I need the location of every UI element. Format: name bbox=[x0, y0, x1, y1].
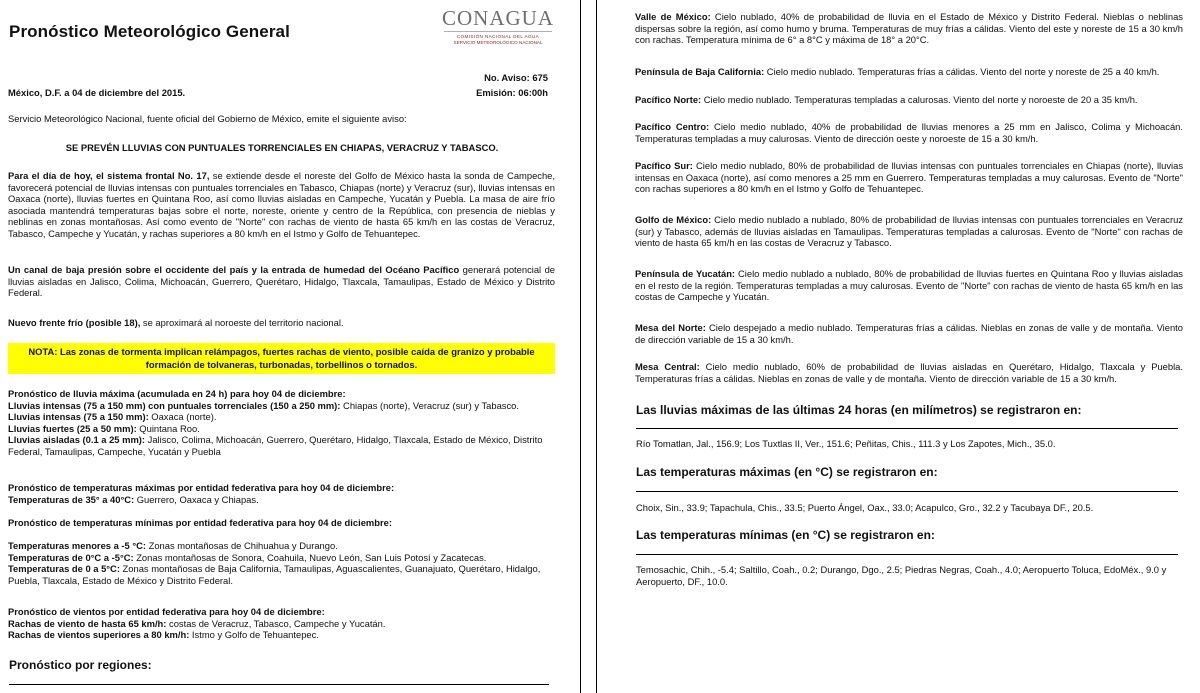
tmax-item bbox=[8, 494, 555, 506]
tmin-forecast-heading-block bbox=[8, 517, 555, 529]
tmax-forecast-heading: Pronóstico de temperaturas máximas por entidad federativa para hoy 04 de diciembre: bbox=[8, 482, 395, 493]
logo-wordmark: CONAGUA bbox=[442, 6, 554, 30]
tmin-item-value: Zonas montañosas de Sonora, Coahuila, Nuevo León, San Luis Potosí y Zacatecas. bbox=[133, 551, 487, 563]
rain-item bbox=[8, 423, 555, 435]
region-text: Cielo medio nublado. Temperaturas templadas a calurosas. Viento del norte y noroeste de 20 a 35 km/h. bbox=[701, 94, 1138, 105]
tmax-records-rule bbox=[636, 491, 1178, 492]
page-gutter bbox=[581, 0, 595, 693]
tmin-item bbox=[8, 552, 555, 564]
region-name: Península de Yucatán: bbox=[635, 268, 736, 279]
tmin-item-label: Temperaturas de 0°C a -5°C: bbox=[8, 551, 134, 563]
conagua-logo bbox=[438, 8, 558, 46]
rain-item-label: Lluvias aisladas (0.1 a 25 mm): bbox=[8, 434, 146, 446]
tmin-item-label: Temperaturas menores a -5 °C: bbox=[8, 540, 146, 551]
region-text: Cielo medio nublado. Temperaturas frías a cálidas. Viento del norte y noreste de 25 a 40 km/h. bbox=[764, 66, 1160, 77]
rain-records-values: Río Tomatlan, Jal., 156.9; Los Tuxtlas II, Ver., 151.6; Peñitas, Chis., 111.3 y Los Zapotes, Mich., 35.0. bbox=[636, 438, 1056, 449]
paragraph-body: se extiende desde el noreste del Golfo de México hasta la sonda de Campeche, favorecerá potencial de lluvias intensas con puntuales torrenciales en Tabasco, Chiapas (norte) y Veracruz (sur), lluvias intensas en Oaxaca (norte), lluvias fuertes en Quintana Roo, así como lluvias aisladas en Campeche, Yucatán y Puebla. La masa de aire frío asociada mantendrá temperaturas bajas sobre el norte, noreste, oriente y centro de la República, con presencia de nieblas y neblinas en zonas montañosas. Así como evento de "Norte" con rachas de viento de hasta 65 km/h en las costas de Veracruz, Tabasco, Campeche y Yucatán, y rachas superiores a 80 km/h en el Istmo y Golfo de Tehuantepec. bbox=[8, 170, 555, 239]
rain-item-value: Oaxaca (norte). bbox=[148, 411, 217, 423]
aviso-number: No. Aviso: 675 bbox=[484, 72, 548, 83]
region-peninsula-yucatan bbox=[635, 268, 1183, 303]
wind-item-label: Rachas de viento de hasta 65 km/h: bbox=[8, 617, 167, 629]
tmin-item-value: Zonas montañosas de Chihuahua y Durango. bbox=[146, 540, 338, 551]
tmin-item bbox=[8, 563, 555, 586]
region-pacifico-sur bbox=[635, 160, 1183, 195]
wind-item bbox=[8, 618, 555, 630]
paragraph-body: generará potencial de lluvias aisladas en Jalisco, Colima, Michoacán, Guerrero, Querétaro, Hidalgo, Tlaxcala, Tamaulipas, Estado de México y Distrito Federal. bbox=[8, 264, 556, 299]
region-text: Cielo nublado, 40% de probabilidad de lluvia en el Estado de México y Distrito Federal. Nieblas o neblinas dispersas sobre la región, así como humo y bruma. Temperaturas de muy frías a cálidas. Viento del este y noreste de 15 a 30 km/h con rachas. Temperatura mínima de 6° a 8°C y máxima de 18° a 20°C. bbox=[635, 11, 1183, 46]
region-text: Cielo medio nublado, 40% de probabilidad de lluvias menores a 25 mm en Jalisco, Colima y Michoacán. Temperaturas templadas a muy calurosas. Viento de dirección oeste y noroeste de 15 a 30 km/h. bbox=[635, 121, 1183, 144]
region-name: Mesa del Norte: bbox=[635, 322, 706, 333]
wind-item-label: Rachas de vientos superiores a 80 km/h: bbox=[8, 629, 190, 641]
region-name: Pacífico Sur: bbox=[635, 160, 693, 171]
region-name: Pacífico Centro: bbox=[635, 121, 710, 132]
tmin-item bbox=[8, 540, 555, 552]
paragraph-lead: Para el día de hoy, el sistema frontal No. 17, bbox=[8, 170, 210, 181]
region-name: Pacífico Norte: bbox=[635, 94, 702, 105]
tmax-item-value: Guerrero, Oaxaca y Chiapas. bbox=[134, 493, 259, 505]
region-baja-california bbox=[635, 66, 1183, 78]
rain-item-value: Jalisco, Colima, Michoacán, Guerrero, Querétaro, Hidalgo, Tlaxcala, Estado de México, Distrito Federal, Tamaulipas, Campeche, Yucatán y Puebla bbox=[8, 434, 543, 457]
rain-forecast-heading: Pronóstico de lluvia máxima (acumulada en 24 h) para hoy 04 de diciembre: bbox=[8, 388, 346, 399]
rain-records-heading: Las lluvias máximas de las últimas 24 horas (en milímetros) se registraron en: bbox=[636, 403, 1082, 417]
logo-divider bbox=[444, 31, 552, 32]
region-text: Cielo despejado a medio nublado. Temperaturas frías a cálidas. Nieblas en zonas de valle y de montaña. Viento de dirección variable de 15 a 30 km/h. bbox=[635, 322, 1184, 345]
place-date: México, D.F. a 04 de diciembre del 2015. bbox=[8, 87, 186, 98]
wind-item-value: costas de Veracruz, Tabasco, Campeche y Yucatán. bbox=[166, 617, 386, 629]
tmax-records-values: Choix, Sin., 33.9; Tapachula, Chis., 33.5; Puerto Ángel, Oax., 33.0; Acapulco, Gro., 32.2 y Tacubaya DF., 20.5. bbox=[636, 502, 1094, 513]
intro-text: Servicio Meteorológico Nacional, fuente oficial del Gobierno de México, emite el siguiente aviso: bbox=[8, 113, 407, 124]
rain-item-value: Quintana Roo. bbox=[136, 422, 200, 434]
rain-item-label: Lluvias fuertes (25 a 50 mm): bbox=[8, 422, 137, 434]
region-text: Cielo medio nublado a nublado, 80% de probabilidad de lluvias fuertes en Quintana Roo y lluvias aisladas en el resto de la región. Temperaturas templadas a muy calurosas. Evento de "Norte" con rachas de viento de hasta 65 km/h en las costas de Campeche y Yucatán. bbox=[635, 268, 1183, 303]
region-text: Cielo medio nublado, 60% de probabilidad de lluvias aisladas en Querétaro, Hidalgo, Tlaxcala y Puebla. Temperaturas frías a cálidas. Nieblas en zonas de valle y de montaña. Viento de dirección variable de 15 a 30 km/h. bbox=[635, 361, 1183, 384]
headline: SE PREVÉN LLUVIAS CON PUNTUALES TORRENCIALES EN CHIAPAS, VERACRUZ Y TABASCO. bbox=[65, 142, 499, 153]
paragraph-new-front bbox=[8, 317, 555, 329]
region-text: Cielo medio nublado a nublado, 80% de probabilidad de lluvias intensas con puntuales torrenciales en Veracruz (sur) y Tabasco, además de lluvias aisladas en Tamaulipas. Temperaturas templadas a calurosas. Evento de "Norte" con rachas de viento de hasta 65 km/h en las costas de Veracruz y Tabasco. bbox=[635, 214, 1184, 249]
region-text: Cielo medio nublado, 80% de probabilidad de lluvias intensas con puntuales torrenciales en Chiapas (norte), lluvias intensas en Oaxaca (norte), así como menores a 25 mm en Guerrero. Temperaturas templadas a muy calurosas. Evento de "Norte" con rachas superiores a 80 km/h en el Istmo y Golfo de Tehuantepec. bbox=[635, 160, 1184, 195]
tmin-item-label: Temperaturas de 0 a 5°C: bbox=[8, 563, 120, 575]
regions-heading-rule bbox=[9, 684, 549, 685]
tmin-item-value: Zonas montañosas de Baja California, Tamaulipas, Aguascalientes, Guanajuato, Querétaro, Hidalgo, Puebla, Tlaxcala, Estado de México y Distrito Federal. bbox=[8, 563, 541, 586]
logo-subtitle: COMISIÓN NACIONAL DEL AGUA bbox=[456, 34, 540, 39]
region-mesa-del-norte bbox=[635, 322, 1183, 345]
paragraph-body: se aproximará al noroeste del territorio nacional. bbox=[140, 317, 344, 328]
tmin-forecast-items bbox=[8, 540, 555, 586]
tmax-forecast-section bbox=[8, 482, 555, 505]
region-golfo-de-mexico bbox=[635, 214, 1183, 249]
region-name: Península de Baja California: bbox=[635, 66, 765, 77]
paragraph-lead: Nuevo frente frío (posible 18), bbox=[8, 317, 141, 328]
rain-item-label: Lluvias intensas (75 a 150 mm): bbox=[8, 411, 149, 423]
region-name: Valle de México: bbox=[635, 11, 711, 22]
rain-item bbox=[8, 411, 555, 423]
rain-item bbox=[8, 434, 555, 457]
wind-forecast-heading: Pronóstico de vientos por entidad federativa para hoy 04 de diciembre: bbox=[8, 606, 325, 617]
region-mesa-central bbox=[635, 361, 1183, 384]
tmin-records-values: Temosachic, Chih., -5.4; Saltillo, Coah., 0.2; Durango, Dgo., 2.5; Piedras Negras, Coah., 4.0; Aeropuerto Toluca, EdoMéx., 9.0 y Aeropuerto, DF., 10.0. bbox=[636, 564, 1167, 587]
rain-forecast-section bbox=[8, 388, 555, 458]
wind-item bbox=[8, 629, 555, 641]
document-title: Pronóstico Meteorológico General bbox=[9, 22, 290, 41]
rain-records-rule bbox=[636, 428, 1178, 429]
storm-note-banner bbox=[8, 343, 555, 374]
region-pacifico-norte bbox=[635, 94, 1183, 106]
region-name: Golfo de México: bbox=[635, 214, 712, 225]
region-name: Mesa Central: bbox=[635, 361, 700, 372]
logo-subtitle-2: SERVICIO METEOROLÓGICO NACIONAL bbox=[453, 40, 543, 45]
emission-time: Emisión: 06:00h bbox=[476, 87, 548, 98]
paragraph-lead: Un canal de baja presión sobre el occidente del país y la entrada de humedad del Océano Pacífico bbox=[8, 264, 460, 275]
paragraph-low-pressure bbox=[8, 264, 555, 299]
region-valle-de-mexico bbox=[635, 11, 1183, 46]
rain-item-value: Chiapas (norte), Veracruz (sur) y Tabasco. bbox=[340, 399, 519, 411]
storm-note-text: NOTA: Las zonas de tormenta implican relámpagos, fuertes rachas de viento, posible caída de granizo y probable formación de tolvaneras, turbonadas, torbellinos o tornados. bbox=[28, 346, 535, 370]
wind-forecast-section bbox=[8, 606, 555, 641]
region-pacifico-centro bbox=[635, 121, 1183, 144]
tmin-records-heading: Las temperaturas mínimas (en °C) se registraron en: bbox=[636, 528, 935, 542]
rain-item bbox=[8, 400, 555, 412]
tmin-records-rule bbox=[636, 554, 1178, 555]
tmax-records-heading: Las temperaturas máximas (en °C) se registraron en: bbox=[636, 465, 938, 479]
regions-heading: Pronóstico por regiones: bbox=[9, 658, 152, 672]
rain-item-label: Lluvias intensas (75 a 150 mm) con puntuales torrenciales (150 a 250 mm): bbox=[8, 399, 341, 411]
wind-item-value: Istmo y Golfo de Tehuantepec. bbox=[189, 629, 319, 641]
paragraph-frontal-system bbox=[8, 170, 555, 240]
tmax-item-label: Temperaturas de 35° a 40°C: bbox=[8, 493, 135, 505]
tmin-forecast-heading: Pronóstico de temperaturas mínimas por entidad federativa para hoy 04 de diciembre: bbox=[8, 517, 392, 528]
